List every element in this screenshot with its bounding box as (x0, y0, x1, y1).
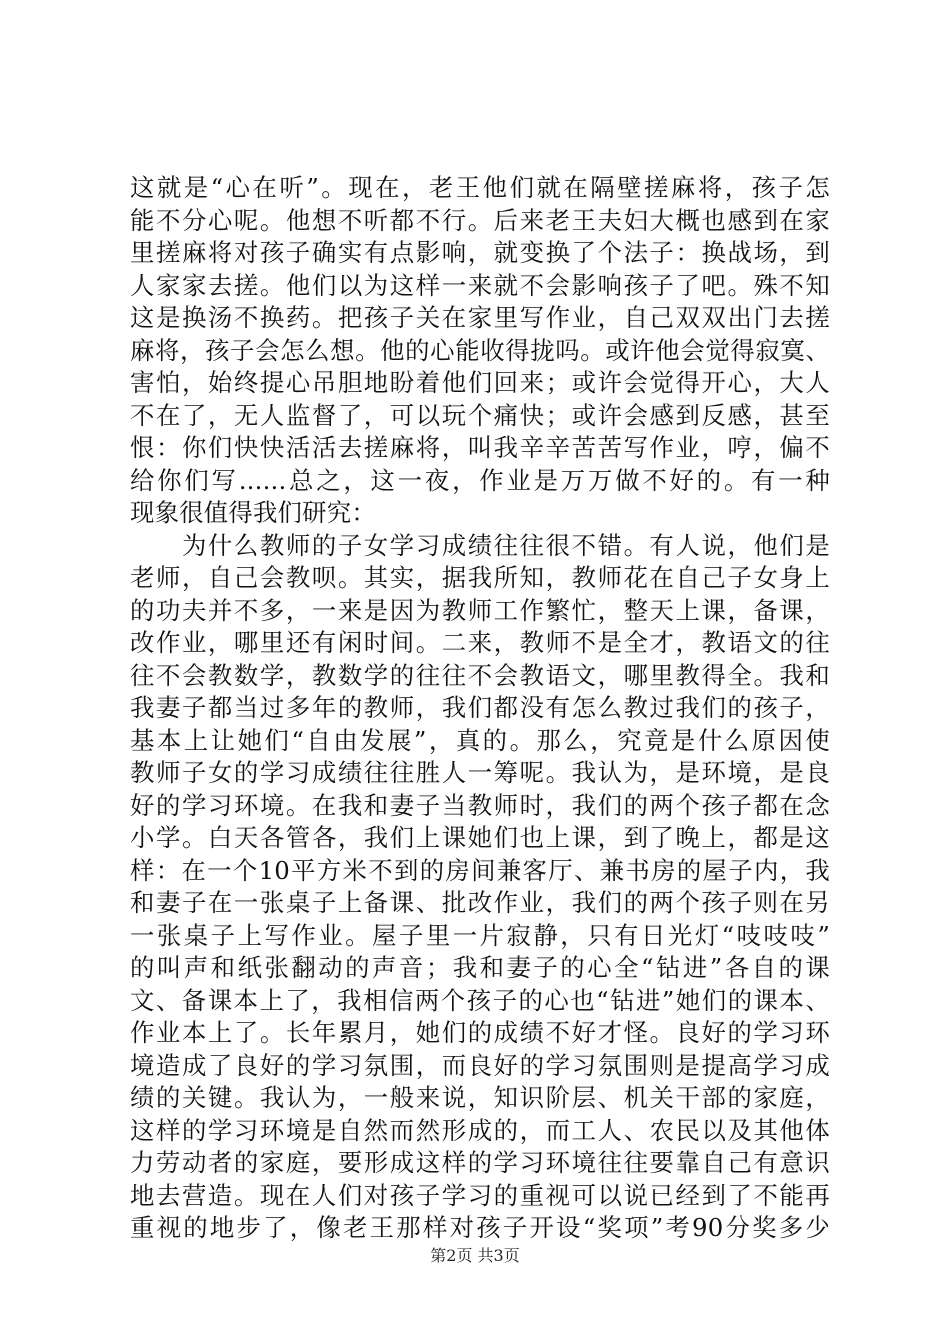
text-line: 为什么教师的子女学习成绩往往很不错。有人说，他们是 (130, 530, 830, 560)
text-line: 麻将，孩子会怎么想。他的心能收得拢吗。或许他会觉得寂寞、 (130, 335, 830, 365)
text-line: 作业本上了。长年累月，她们的成绩不好才怪。良好的学习环 (130, 1018, 830, 1047)
text-line: 重视的地步了，像老王那样对孩子开设“奖项”考90分奖多少 (130, 1213, 830, 1242)
text-line: 一张桌子上写作业。屋子里一片寂静，只有日光灯“吱吱吱” (130, 920, 830, 950)
text-line: 现象很值得我们研究： (130, 498, 376, 527)
text-line: 好的学习环境。在我和妻子当教师时，我们的两个孩子都在念 (130, 790, 830, 820)
text-line: 的叫声和纸张翻动的声音；我和妻子的心全“钻进”各自的课 (130, 953, 830, 982)
text-line: 往不会教数学，教数学的往往不会教语文，哪里教得全。我和 (130, 660, 830, 690)
text-line: 小学。白天各管各，我们上课她们也上课，到了晚上，都是这 (130, 823, 830, 852)
text-line: 改作业，哪里还有闲时间。二来，教师不是全才，教语文的往 (130, 628, 830, 657)
text-line: 这就是“心在听”。现在，老王他们就在隔壁搓麻将，孩子怎 (130, 173, 830, 202)
text-line: 的功夫并不多，一来是因为教师工作繁忙，整天上课，备课， (130, 595, 830, 625)
text-line: 境造成了良好的学习氛围，而良好的学习氛围则是提高学习成 (130, 1050, 830, 1080)
text-line: 基本上让她们“自由发展”，真的。那么，究竟是什么原因使 (130, 725, 830, 755)
text-line: 绩的关键。我认为，一般来说，知识阶层、机关干部的家庭， (130, 1083, 830, 1112)
text-line: 给你们写......总之，这一夜，作业是万万做不好的。有一种 (130, 465, 830, 495)
text-line: 样：在一个10平方米不到的房间兼客厅、兼书房的屋子内，我 (130, 855, 830, 885)
text-line: 这是换汤不换药。把孩子关在家里写作业，自己双双出门去搓 (130, 303, 830, 332)
text-line: 这样的学习环境是自然而然形成的，而工人、农民以及其他体 (130, 1115, 830, 1145)
body-text (130, 172, 830, 1245)
text-line: 文、备课本上了，我相信两个孩子的心也“钻进”她们的课本、 (130, 985, 830, 1015)
text-line: 力劳动者的家庭，要形成这样的学习环境往往要靠自己有意识 (130, 1148, 830, 1177)
text-line: 里搓麻将对孩子确实有点影响，就变换了个法子：换战场，到 (130, 238, 830, 267)
page-number-footer: 第2页 共3页 (430, 1246, 520, 1265)
text-line: 恨：你们快快活活去搓麻将，叫我辛辛苦苦写作业，哼，偏不 (130, 433, 830, 462)
text-line: 我妻子都当过多年的教师，我们都没有怎么教过我们的孩子， (130, 693, 830, 722)
text-line: 人家家去搓。他们以为这样一来就不会影响孩子了吧。殊不知 (130, 270, 830, 300)
text-line: 不在了，无人监督了，可以玩个痛快；或许会感到反感，甚至 (130, 400, 830, 430)
text-line: 老师，自己会教呗。其实，据我所知，教师花在自己子女身上 (130, 563, 830, 592)
text-line: 能不分心呢。他想不听都不行。后来老王夫妇大概也感到在家 (130, 205, 830, 235)
text-line: 害怕，始终提心吊胆地盼着他们回来；或许会觉得开心，大人 (130, 368, 830, 397)
text-line: 和妻子在一张桌子上备课、批改作业，我们的两个孩子则在另 (130, 888, 830, 917)
text-line: 地去营造。现在人们对孩子学习的重视可以说已经到了不能再 (130, 1180, 830, 1210)
text-line: 教师子女的学习成绩往往胜人一筹呢。我认为，是环境，是良 (130, 758, 830, 787)
